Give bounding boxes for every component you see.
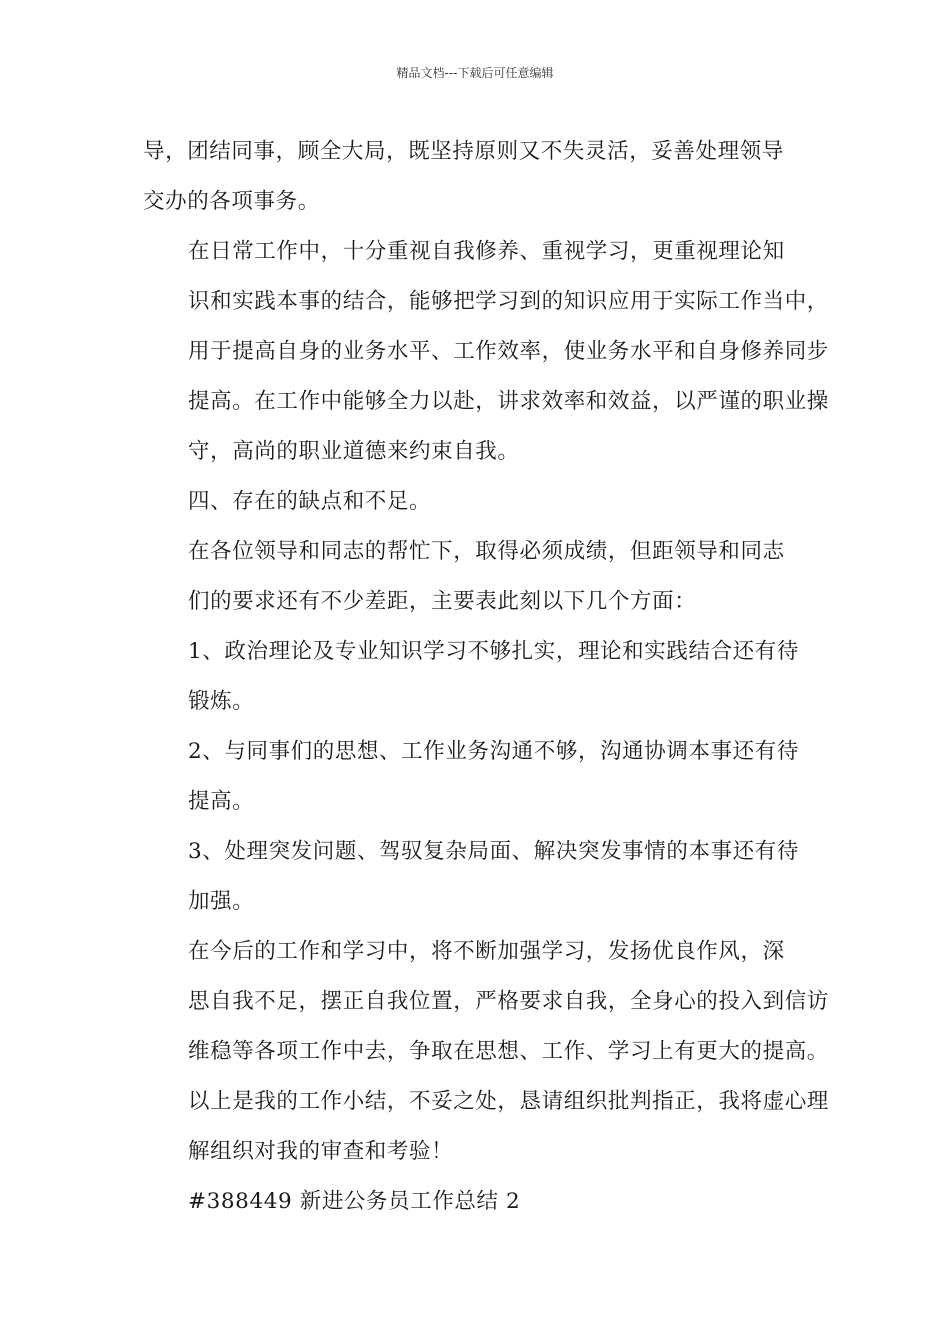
text-line: #388449 新进公务员工作总结 2 bbox=[188, 1189, 521, 1214]
text-line: 守，高尚的职业道德来约束自我。 bbox=[188, 439, 520, 464]
text-line: 1、政治理论及专业知识学习不够扎实，理论和实践结合还有待 bbox=[188, 639, 799, 664]
text-line: 在今后的工作和学习中，将不断加强学习，发扬优良作风，深 bbox=[188, 939, 785, 964]
text-line: 加强。 bbox=[188, 889, 255, 914]
next-document-title bbox=[143, 1177, 811, 1227]
text-line: 锻炼。 bbox=[188, 689, 255, 714]
text-line: 以上是我的工作小结，不妥之处，恳请组织批判指正，我将虚心理 bbox=[188, 1089, 829, 1114]
text-line: 识和实践本事的结合，能够把学习到的知识应用于实际工作当中， bbox=[188, 289, 829, 314]
text-line: 3、处理突发问题、驾驭复杂局面、解决突发事情的本事还有待 bbox=[188, 839, 799, 864]
list-item-2 bbox=[143, 727, 811, 827]
paragraph-future-plans bbox=[143, 927, 829, 1177]
text-line: 交办的各项事务。 bbox=[143, 189, 320, 214]
text-line: 在各位领导和同志的帮忙下，取得必须成绩，但距领导和同志 bbox=[188, 539, 785, 564]
text-line: 在日常工作中，十分重视自我修养、重视学习，更重视理论知 bbox=[188, 239, 785, 264]
text-line: 思自我不足，摆正自我位置，严格要求自我，全身心的投入到信访 bbox=[188, 989, 829, 1014]
text-line: 维稳等各项工作中去，争取在思想、工作、学习上有更大的提高。 bbox=[188, 1039, 829, 1064]
paragraph-shortcomings-intro bbox=[143, 527, 811, 627]
text-line: 导，团结同事，顾全大局，既坚持原则又不失灵活，妥善处理领导 bbox=[143, 139, 784, 164]
page-header: 精品文档---下载后可任意编辑 bbox=[396, 66, 554, 80]
text-line: 四、存在的缺点和不足。 bbox=[188, 489, 432, 514]
list-item-3 bbox=[143, 827, 811, 927]
text-line: 提高。在工作中能够全力以赴，讲求效率和效益，以严谨的职业操 bbox=[188, 389, 829, 414]
text-line: 2、与同事们的思想、工作业务沟通不够，沟通协调本事还有待 bbox=[188, 739, 799, 764]
section-heading bbox=[143, 477, 811, 527]
list-item-1 bbox=[143, 627, 811, 727]
paragraph-daily-work bbox=[143, 227, 829, 477]
text-line: 们的要求还有不少差距，主要表此刻以下几个方面： bbox=[188, 589, 697, 614]
text-line: 用于提高自身的业务水平、工作效率，使业务水平和自身修养同步 bbox=[188, 339, 829, 364]
text-line: 解组织对我的审查和考验！ bbox=[188, 1139, 454, 1164]
document-body bbox=[143, 127, 829, 1227]
text-line: 提高。 bbox=[188, 789, 255, 814]
paragraph-continuation bbox=[143, 127, 811, 227]
